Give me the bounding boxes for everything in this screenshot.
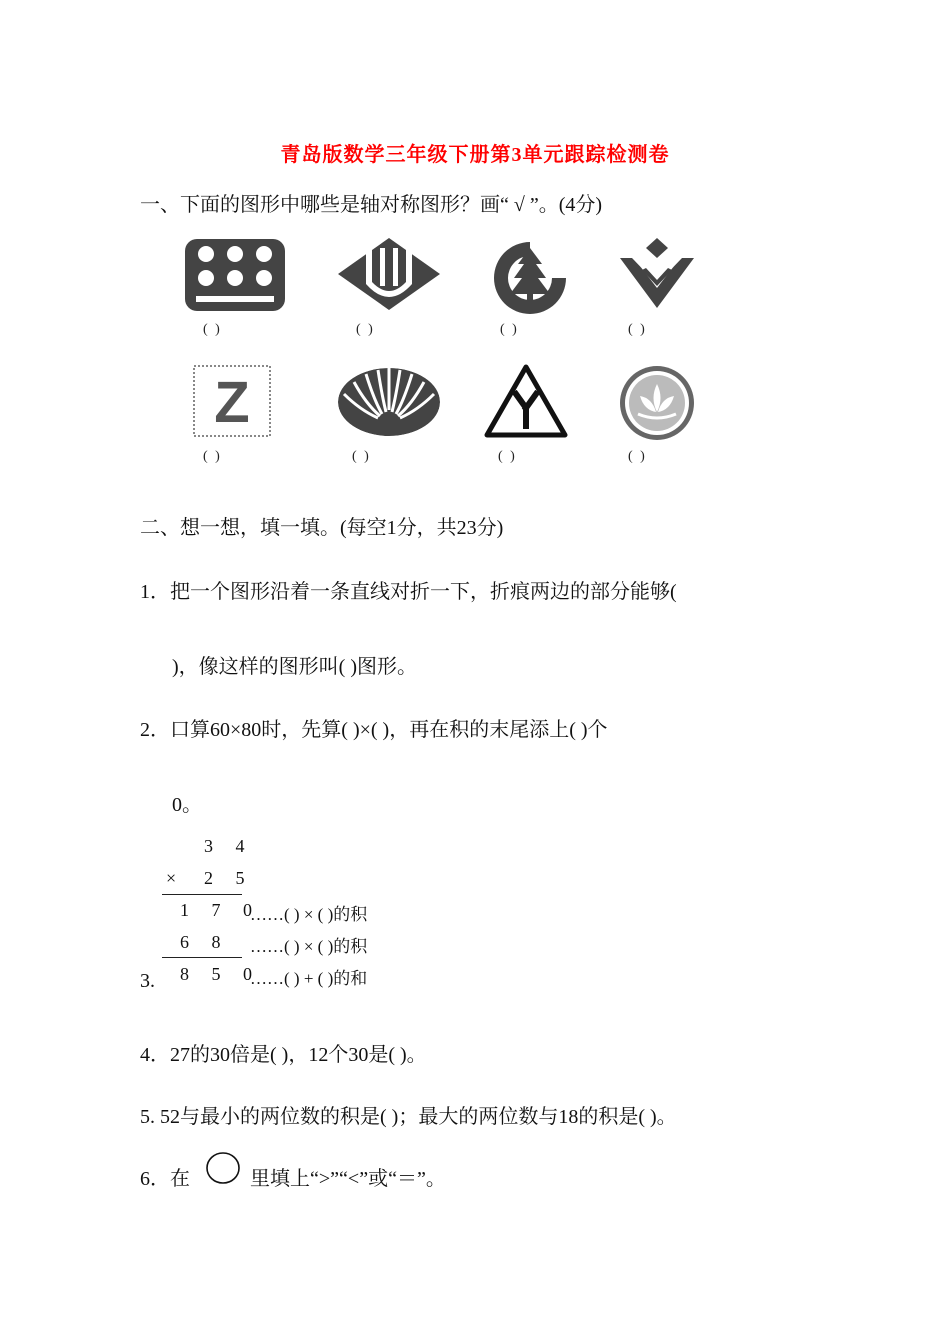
answer-blank[interactable]: ( ) <box>498 449 517 464</box>
dice-six-icon <box>184 238 286 312</box>
answer-blank[interactable]: ( ) <box>628 449 647 464</box>
circle-blank-icon <box>204 1150 242 1186</box>
question-2-line2: 0。 <box>172 794 202 816</box>
diamond-w-logo-icon <box>336 236 442 312</box>
note-2: ……( ) × ( )的积 <box>250 937 368 956</box>
chevron-diamond-logo-icon <box>618 236 696 310</box>
road-junction-sign-icon <box>484 364 568 438</box>
section1-heading: 一、下面的图形中哪些是轴对称图形？画“ √ ”。(4分) <box>140 194 603 216</box>
question-5: 5. 52与最小的两位数的积是( )；最大的两位数与18的积是( )。 <box>140 1106 677 1128</box>
tree-circle-logo-icon <box>490 238 570 316</box>
answer-blank[interactable]: ( ) <box>356 322 375 337</box>
question-2-line1: 2．口算60×80时，先算( )×( )，再在积的末尾添上( )个 <box>140 719 608 741</box>
question-6-prefix: 6．在 <box>140 1168 190 1190</box>
question-6-suffix: 里填上“>”“<”或“＝”。 <box>250 1168 446 1190</box>
letter-z: Z <box>214 370 250 435</box>
section2-heading: 二、想一想，填一填。(每空1分，共23分) <box>140 517 504 539</box>
partial-product-1: 1 7 0 <box>180 900 261 920</box>
page-title: 青岛版数学三年级下册第3单元跟踪检测卷 <box>280 144 670 166</box>
multiplicand: 3 4 <box>204 836 254 856</box>
answer-blank[interactable]: ( ) <box>352 449 371 464</box>
lotus-badge-icon <box>618 364 696 442</box>
question-1-line2: )，像这样的图形叫( )图形。 <box>172 656 417 678</box>
calc-rule-1 <box>162 894 242 895</box>
multiplier: 2 5 <box>204 868 254 888</box>
question-4: 4．27的30倍是( )，12个30是( )。 <box>140 1044 427 1066</box>
times-sign: × <box>166 868 177 888</box>
calc-rule-2 <box>162 957 242 958</box>
answer-blank[interactable]: ( ) <box>500 322 519 337</box>
answer-blank[interactable]: ( ) <box>203 322 222 337</box>
final-product: 8 5 0 <box>180 964 261 984</box>
question-3-number: 3. <box>140 970 155 992</box>
partial-product-2: 6 8 <box>180 932 230 952</box>
striped-oval-logo-icon <box>336 366 442 438</box>
note-3: ……( ) + ( )的和 <box>250 969 368 988</box>
answer-blank[interactable]: ( ) <box>203 449 222 464</box>
question-1-line1: 1．把一个图形沿着一条直线对折一下，折痕两边的部分能够( <box>140 581 677 603</box>
note-1: ……( ) × ( )的积 <box>250 905 368 924</box>
answer-blank[interactable]: ( ) <box>628 322 647 337</box>
letter-z-icon <box>192 364 272 438</box>
